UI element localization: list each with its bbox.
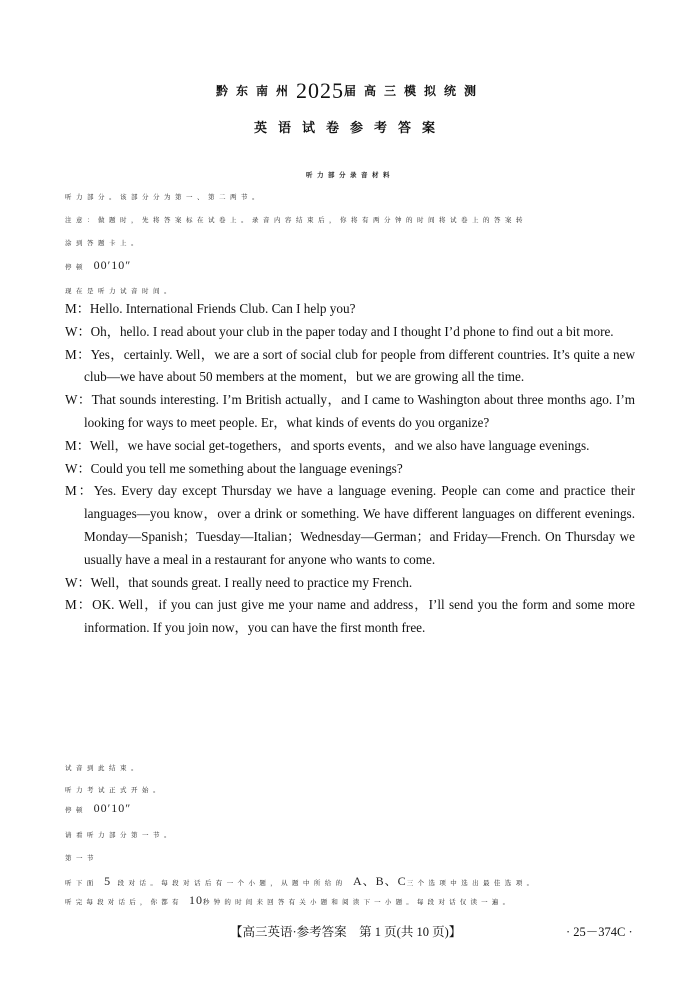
instruction-line-2: 注意：做题时，先将答案标在试卷上。录音内容结束后，你将有两分钟的时间将试卷上的答案转 [65,216,527,224]
dialogue-line: M：Hello. International Friends Club. Can I help you? [65,301,356,316]
exam-subtitle: 英语试卷参考答案 [253,121,446,136]
dialogue-line: W：Oh，hello. I read about your club in the paper today and I thought I’d phone to find out a bit more. [65,323,614,339]
pause-time: 00′10″ [93,801,132,815]
dialogue-line: M：OK. Well，if you can just give me your name and address，I’ll send you the form and some more information. If you join now，you can have the first month free. [65,597,635,636]
pause-label: 停顿 [65,263,87,271]
title-year: 2025 [296,78,344,103]
exam-start: 听力考试正式开始。 [65,786,164,794]
pause-label: 停顿 [65,806,87,814]
trial-end: 试音到此结束。 [65,764,142,772]
directions-line-1: 听下面 5 段对话。每段对话后有一个小题，从题中所给的 A、B、C三个选项中选出最佳选项。 [65,874,538,888]
exam-title [0,78,700,104]
title-suffix: 届高三模拟统测 [344,84,485,98]
pause-line-2 [65,801,131,816]
pause-time: 00′10″ [93,258,132,272]
dialogue-line: M：Well，we have social get-togethers，and sports events，and we also have language evenings. [65,437,590,453]
pause-line-1 [65,258,131,273]
section-one-label: 第一节 [65,854,98,862]
directions-line-2: 听完每段对话后，你都有 10秒钟的时间来回答有关小题和阅读下一小题。每段对话仅读一遍。 [65,893,514,907]
title-prefix: 黔东南州 [215,84,296,98]
instruction-line-3: 涂到答题卡上。 [65,239,142,247]
paper-code: · 25－374C · [566,925,633,939]
section-title: 听力部分录音材料 [306,171,394,179]
dialogue-transcript [65,298,635,640]
dialogue-line: W：Well，that sounds great. I really need to practice my French. [65,574,413,590]
instruction-line-1: 听力部分。该部分分为第一、第二两节。 [65,193,263,201]
dialogue-line: M：Yes，certainly. Well，we are a sort of social club for people from different countries. It’s quite a new club—we have about 50 members at the moment，but we are growing all the time. [65,346,635,385]
dialogue-line: W：That sounds interesting. I’m British actually，and I came to Washington about three months ago. I’m looking for ways to meet people. Er，what kinds of events do you organize? [65,392,635,430]
page-footer: 【高三英语·参考答案 第 1 页(共 10 页)】 [230,925,462,939]
dialogue-line: W：Could you tell me something about the language evenings? [65,460,403,476]
dialogue-line: M：Yes. Every day except Thursday we have a language evening. People can come and practice their languages—you know，over a drink or something. We have different languages on different evenings. Monday—Spanish；Tuesday—Italian；Wednesday—German；and Friday—French. On Thursday we usually have a meal in a restaurant for anyone who wants to come. [65,483,635,567]
part-one-read: 请看听力部分第一节。 [65,831,175,839]
trial-intro: 现在是听力试音时间。 [65,287,175,295]
